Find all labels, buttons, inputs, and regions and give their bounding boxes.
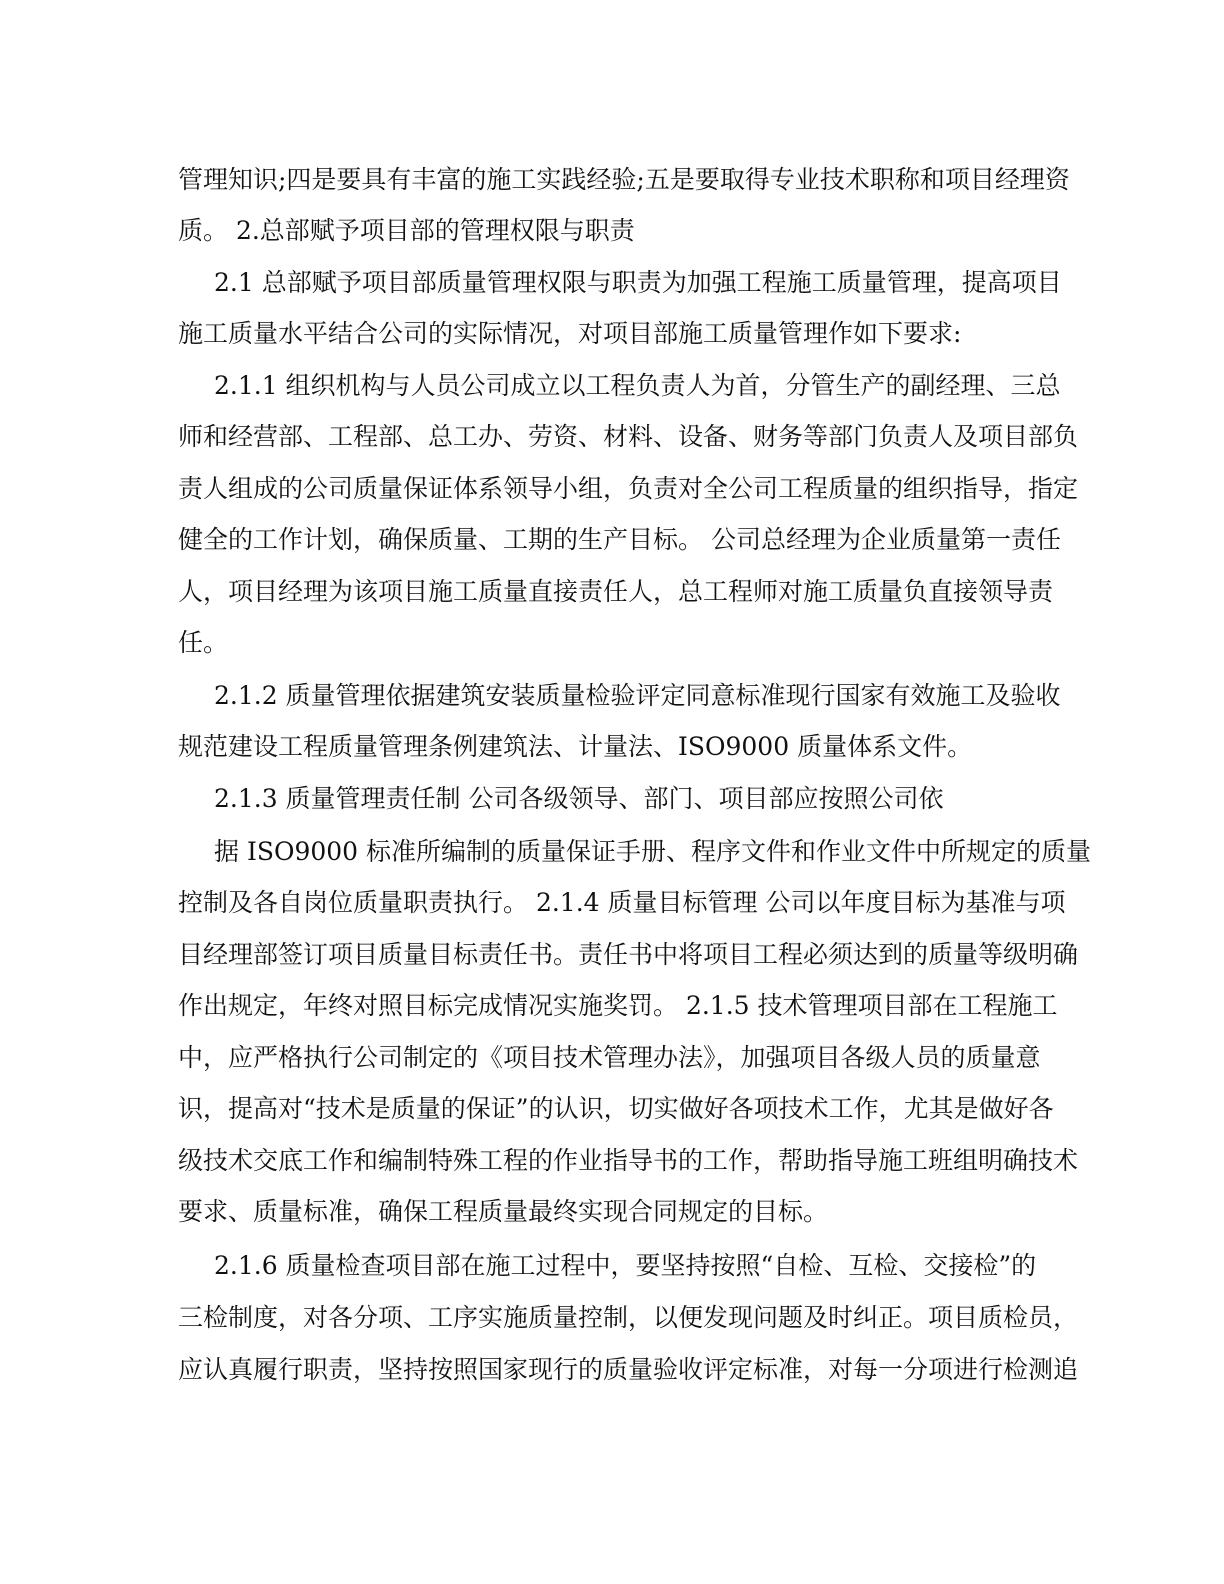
text-line: 2.1 总部赋予项目部质量管理权限与职责为加强工程施工质量管理，提高项目 (214, 268, 1062, 297)
text-line: 人，项目经理为该项目施工质量直接责任人，总工程师对施工质量负直接领导责 (178, 577, 1054, 606)
text-line: 2.1.1 组织机构与人员公司成立以工程负责人为首，分管生产的副经理、三总 (214, 371, 1061, 400)
text-line: 控制及各自岗位质量职责执行。 2.1.4 质量目标管理 公司以年度目标为基准与项 (178, 888, 1066, 917)
text-line: 要求、质量标准，确保工程质量最终实现合同规定的目标。 (178, 1197, 829, 1226)
text-line: 师和经营部、工程部、总工办、劳资、材料、设备、财务等部门负责人及项目部负 (178, 422, 1079, 451)
text-line: 质。 2.总部赋予项目部的管理权限与职责 (178, 216, 635, 245)
text-line: 2.1.2 质量管理依据建筑安装质量检验评定同意标准现行国家有效施工及验收 (214, 681, 1061, 710)
text-line: 中，应严格执行公司制定的《项目技术管理办法》，加强项目各级人员的质量意 (178, 1043, 1041, 1072)
text-line: 健全的工作计划，确保质量、工期的生产目标。 公司总经理为企业质量第一责任 (178, 525, 1061, 554)
text-line: 级技术交底工作和编制特殊工程的作业指导书的工作，帮助指导施工班组明确技术 (178, 1146, 1079, 1175)
text-line: 管理知识;四是要具有丰富的施工实践经验;五是要取得专业技术职称和项目经理资 (178, 165, 1070, 194)
text-line: 识，提高对“技术是质量的保证”的认识，切实做好各项技术工作，尤其是做好各 (178, 1094, 1054, 1123)
text-line: 据 ISO9000 标准所编制的质量保证手册、程序文件和作业文件中所规定的质量 (214, 837, 1092, 866)
text-line: 应认真履行职责，坚持按照国家现行的质量验收评定标准，对每一分项进行检测追 (178, 1355, 1079, 1384)
text-line: 责人组成的公司质量保证体系领导小组，负责对全公司工程质量的组织指导，指定 (178, 474, 1079, 503)
text-line: 施工质量水平结合公司的实际情况，对项目部施工质量管理作如下要求: (178, 319, 962, 348)
text-line: 三检制度，对各分项、工序实施质量控制，以便发现问题及时纠正。项目质检员， (178, 1303, 1079, 1332)
text-line: 规范建设工程质量管理条例建筑法、计量法、ISO9000 质量体系文件。 (178, 732, 973, 761)
text-line: 任。 (178, 628, 229, 657)
text-line: 目经理部签订项目质量目标责任书。责任书中将项目工程必须达到的质量等级明确 (178, 940, 1079, 969)
text-line: 2.1.6 质量检查项目部在施工过程中，要坚持按照“自检、互检、交接检”的 (214, 1251, 1037, 1280)
text-line: 作出规定，年终对照目标完成情况实施奖罚。 2.1.5 技术管理项目部在工程施工 (178, 991, 1058, 1020)
text-line: 2.1.3 质量管理责任制 公司各级领导、部门、项目部应按照公司依 (214, 784, 944, 813)
